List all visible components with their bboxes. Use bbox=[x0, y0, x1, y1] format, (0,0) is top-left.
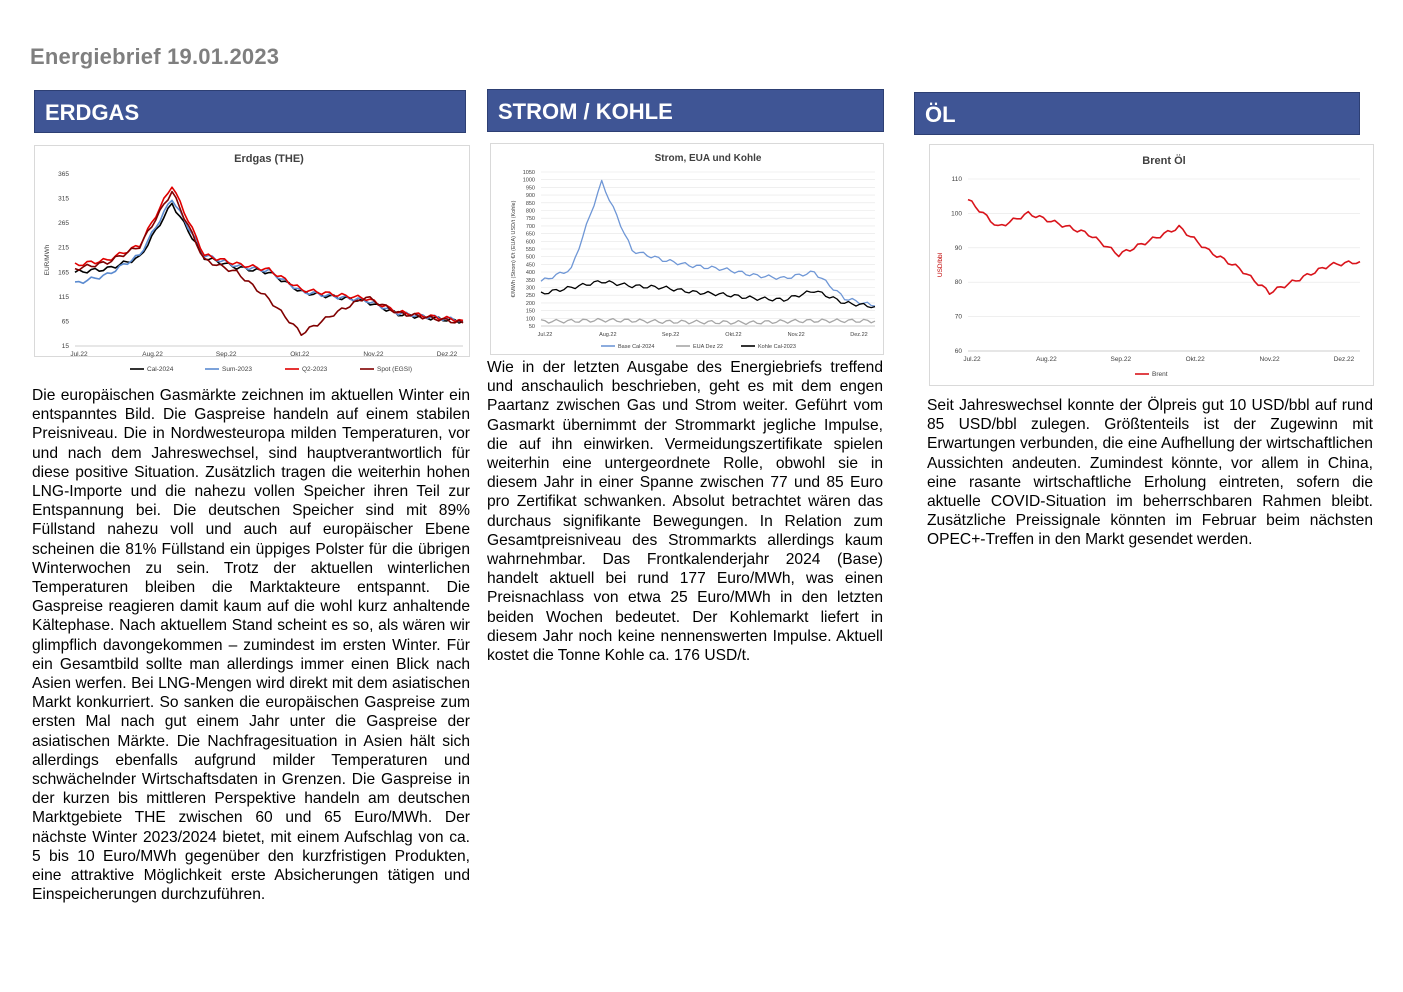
y-tick-label: 165 bbox=[58, 269, 69, 277]
chart-title: Strom, EUA und Kohle bbox=[654, 153, 762, 164]
section-header-strom-kohle: STROM / KOHLE bbox=[487, 89, 884, 132]
brent-chart-svg bbox=[930, 145, 1373, 385]
y-tick-label: 215 bbox=[58, 244, 69, 252]
chart-title: Erdgas (THE) bbox=[234, 153, 304, 165]
y-tick-label: 100 bbox=[525, 316, 535, 323]
y-tick-label: 350 bbox=[525, 277, 535, 284]
x-tick-label: Sep.22 bbox=[661, 332, 680, 338]
x-tick-label: Okt.22 bbox=[725, 332, 742, 338]
y-tick-label: 150 bbox=[525, 308, 535, 315]
strom-chart bbox=[490, 143, 884, 355]
x-tick-label: Okt.22 bbox=[290, 351, 310, 358]
legend-label: Base Cal-2024 bbox=[618, 344, 655, 350]
legend-label: Kohle Cal-2023 bbox=[758, 344, 796, 350]
y-tick-label: 315 bbox=[58, 195, 69, 203]
x-tick-label: Aug.22 bbox=[599, 332, 617, 338]
series-line-cal-2024 bbox=[75, 203, 463, 323]
x-tick-label: Okt.22 bbox=[1185, 356, 1205, 363]
y-tick-label: 550 bbox=[525, 247, 535, 253]
y-tick-label: 650 bbox=[525, 231, 535, 238]
x-tick-label: Dez.22 bbox=[850, 332, 868, 338]
y-tick-label: 450 bbox=[525, 262, 535, 269]
x-tick-label: Aug.22 bbox=[1036, 356, 1057, 363]
x-tick-label: Sep.22 bbox=[215, 351, 237, 358]
y-tick-label: 70 bbox=[954, 313, 962, 321]
series-line-brent bbox=[968, 200, 1360, 295]
y-axis-label: USD/bbl bbox=[937, 252, 944, 278]
y-tick-label: 1000 bbox=[522, 177, 535, 184]
legend-label: Sum-2023 bbox=[222, 366, 252, 373]
strom-chart-svg bbox=[491, 144, 883, 354]
y-axis-label: EUR/MWh bbox=[44, 244, 51, 276]
x-tick-label: Dez.22 bbox=[436, 351, 458, 358]
series-line-q2-2023 bbox=[75, 187, 463, 321]
series-line-kohle-cal-2023 bbox=[541, 281, 875, 308]
legend-label: EUA Dez 22 bbox=[693, 344, 723, 350]
y-axis-label: €/MWh (Strom) €/t (EUA) USD/t (Kohle) bbox=[511, 200, 517, 298]
erdgas-text: Die europäischen Gasmärkte zeichnen im aktuellen Winter ein entspanntes Bild. Die Gaspreise handeln auf einem stabilen Preisniveau. Die in Nordwesteuropa milden Temperaturen, vor und nach dem Jahreswechsel, sind hauptverantwortlich für diese positive Situation. Zusätzlich tragen die weiterhin hohen LNG-Importe und die nahezu vollen Speicher ihren Teil zur Entspannung bei. Die deutschen Speicher sind mit 89% Füllstand nahezu voll und auch auf europäischer Ebene scheinen die 81% Füllstand ein üppiges Polster für die übrigen Winterwochen zu sein. Trotz der aktuellen winterlichen Temperaturen bleiben die Marktakteure entspannt. Die Gaspreise reagieren damit kaum auf die wohl kurz anhaltende Kältephase. Nach aktuellem Stand scheint es so, als wären wir glimpflich davongekommen – zumindest im ersten Winter. Für ein Gesamtbild sollte man allerdings immer einen Blick nach Asien werfen. Bei LNG-Mengen wird direkt mit dem asiatischen Markt konkurriert. So sanken die europäischen Gaspreise zum ersten Mal nach gut einem Jahr unter die Gaspreise der asiatischen Märkte. Die Nachfragesituation in Asien hält sich allerdings ebenfalls aufgrund milder Temperaturen und schwächelnder Wirtschaftsdaten in Grenzen. Die Gaspreise in der kurzen bis mittleren Perspektive handeln am deutschen Marktgebiete THE zwischen 60 und 65 Euro/MWh. Der nächste Winter 2023/2024 bietet, mit einem Aufschlag von ca. 5 bis 10 Euro/MWh gegenüber den kurzfristigen Produkten, eine attraktive Möglichkeit erste Absicherungen tätigen und Einspeicherungen durchzuführen. bbox=[32, 387, 470, 904]
y-tick-label: 100 bbox=[951, 210, 962, 218]
y-tick-label: 50 bbox=[528, 324, 535, 330]
y-tick-label: 250 bbox=[525, 293, 535, 300]
section-header-oel: ÖL bbox=[914, 92, 1360, 135]
y-tick-label: 60 bbox=[954, 348, 962, 355]
y-tick-label: 900 bbox=[525, 193, 535, 200]
erdgas-chart-svg bbox=[35, 146, 469, 373]
series-line-eua-dez-22 bbox=[541, 319, 875, 325]
y-tick-label: 400 bbox=[525, 270, 535, 277]
brent-chart bbox=[929, 144, 1374, 386]
x-tick-label: Dez.22 bbox=[1333, 356, 1355, 363]
oel-text: Seit Jahreswechsel konnte der Ölpreis gut 10 USD/bbl auf rund 85 USD/bbl zulegen. Größtenteils ist der Zugewinn mit Erwartungen verbunden, die eine Aufhellung der wirtschaftlichen Aussichten andeuten. Zumindest könnte, vor allem in China, eine rasante wirtschaftliche Erholung eintreten, sofern die aktuelle COVID-Situation im beherrschbaren Rahmen bleibt. Zusätzliche Preissignale könnten im Februar beim nächsten OPEC+-Treffen in den Markt gesendet werden. bbox=[927, 397, 1373, 549]
y-tick-label: 750 bbox=[525, 216, 535, 223]
y-tick-label: 800 bbox=[525, 208, 535, 215]
strom-kohle-text: Wie in der letzten Ausgabe des Energiebriefs treffend und anschaulich beschrieben, geht es mit dem engen Paartanz zwischen Gas und Strom weiter. Geführt vom Gasmarkt übernimmt der Strommarkt jegliche Impulse, die auf ihn einwirken. Vermeidungszertifikate spielen weiterhin eine untergeordnete Rolle, obwohl sie in diesem Jahr in einer Spanne zwischen 77 und 85 Euro pro Zertifikat schwanken. Absolut betrachtet wären das durchaus signifikante Bewegungen. In Relation zum Gesamtpreisniveau des Strommarkts allerdings kaum wahrnehmbar. Das Frontkalenderjahr 2024 (Base) handelt aktuell bei rund 177 Euro/MWh, was einen Preisnachlass von etwa 25 Euro/MWh in den letzten beiden Wochen bedeutet. Der Kohlemarkt liefert in diesem Jahr noch keine nennenswerten Impulse. Aktuell kostet die Tonne Kohle ca. 176 USD/t. bbox=[487, 359, 883, 665]
x-tick-label: Nov.22 bbox=[787, 332, 805, 338]
y-tick-label: 700 bbox=[525, 223, 535, 230]
section-header-erdgas: ERDGAS bbox=[34, 90, 466, 133]
chart-title: Brent Öl bbox=[1142, 155, 1186, 167]
x-tick-label: Jul.22 bbox=[70, 351, 88, 358]
legend-label: Cal-2024 bbox=[147, 366, 174, 373]
y-tick-label: 200 bbox=[525, 300, 535, 307]
y-tick-label: 1050 bbox=[522, 170, 535, 176]
x-tick-label: Nov.22 bbox=[1259, 356, 1280, 363]
y-tick-label: 950 bbox=[525, 185, 535, 192]
y-tick-label: 600 bbox=[525, 239, 535, 246]
x-tick-label: Jul.22 bbox=[963, 356, 981, 363]
series-line-base-cal-2024 bbox=[541, 180, 875, 306]
series-line-spot-egsi- bbox=[75, 192, 463, 336]
y-tick-label: 300 bbox=[525, 285, 535, 292]
y-tick-label: 90 bbox=[954, 244, 962, 252]
y-tick-label: 850 bbox=[525, 200, 535, 207]
y-tick-label: 365 bbox=[58, 171, 69, 178]
legend-label: Q2-2023 bbox=[302, 366, 328, 373]
y-tick-label: 110 bbox=[951, 176, 962, 183]
document-title: Energiebrief 19.01.2023 bbox=[30, 44, 280, 69]
y-tick-label: 65 bbox=[61, 318, 69, 326]
x-tick-label: Sep.22 bbox=[1110, 356, 1132, 363]
y-tick-label: 500 bbox=[525, 254, 535, 261]
x-tick-label: Aug.22 bbox=[142, 351, 163, 358]
y-tick-label: 15 bbox=[61, 343, 69, 350]
y-tick-label: 80 bbox=[954, 279, 962, 287]
legend-label: Spot (EGSI) bbox=[377, 366, 413, 373]
x-tick-label: Nov.22 bbox=[363, 351, 384, 358]
x-tick-label: Jul.22 bbox=[537, 332, 553, 338]
erdgas-chart bbox=[34, 145, 470, 373]
y-tick-label: 265 bbox=[58, 220, 69, 228]
y-tick-label: 115 bbox=[58, 293, 69, 301]
legend-label: Brent bbox=[1152, 371, 1168, 378]
